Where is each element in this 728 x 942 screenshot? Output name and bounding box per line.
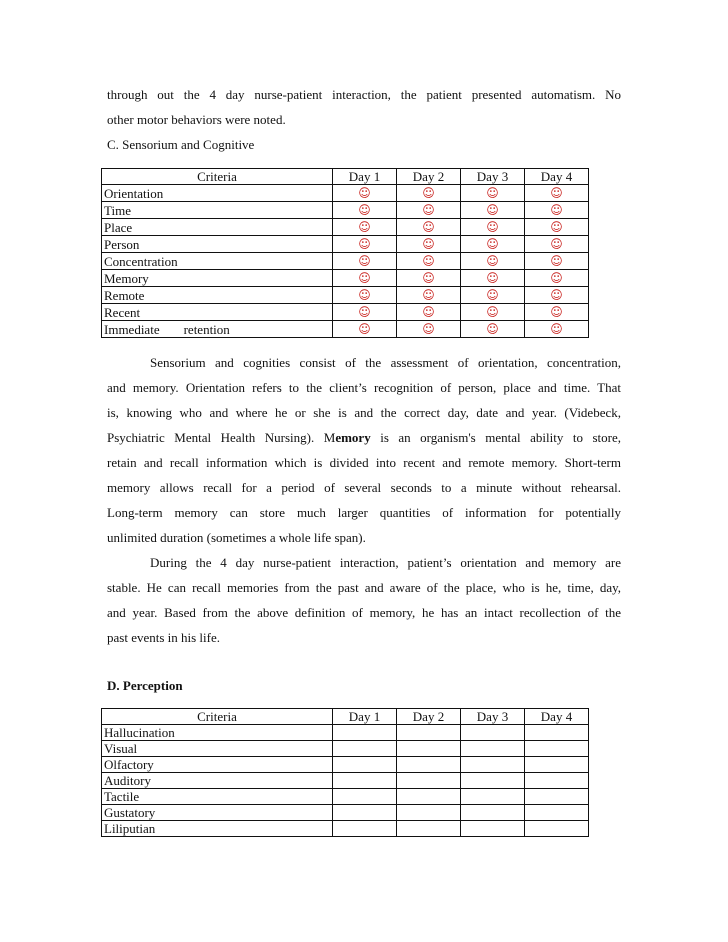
empty-cell (397, 725, 461, 741)
empty-cell (461, 821, 525, 837)
empty-cell (525, 757, 589, 773)
row-label: Visual (102, 741, 333, 757)
smiley-icon: ☺ (358, 220, 371, 234)
empty-cell (461, 789, 525, 805)
paragraph-line (107, 430, 621, 446)
header-day-2: Day 2 (397, 169, 461, 185)
table-row (102, 219, 589, 236)
smiley-icon: ☺ (422, 254, 435, 268)
paragraph-line: During the 4 day nurse-patient interaction, patient’s orientation and memory are (150, 555, 621, 570)
smiley-icon: ☺ (422, 288, 435, 302)
smiley-icon: ☺ (550, 305, 563, 319)
empty-cell (525, 821, 589, 837)
smiley-icon: ☺ (358, 305, 371, 319)
smiley-icon: ☺ (550, 322, 563, 336)
empty-cell (333, 821, 397, 837)
row-label: Orientation (102, 185, 333, 202)
smiley-icon: ☺ (422, 203, 435, 217)
row-label: Place (102, 219, 333, 236)
table-row (102, 202, 589, 219)
table-row (102, 304, 589, 321)
smiley-icon: ☺ (486, 322, 499, 336)
row-label-main: Immediate (104, 321, 160, 337)
empty-cell (525, 773, 589, 789)
table-row (102, 236, 589, 253)
header-criteria: Criteria (102, 709, 333, 725)
paragraph-line: memory allows recall for a period of several seconds to a minute without rehearsal. (107, 480, 621, 495)
table-header-row (102, 709, 589, 725)
header-day-4: Day 4 (525, 169, 589, 185)
table-row (102, 805, 589, 821)
table-row (102, 773, 589, 789)
paragraph-line: retain and recall information which is divided into recent and remote memory. Short-term (107, 455, 621, 470)
empty-cell (461, 725, 525, 741)
smiley-icon: ☺ (422, 271, 435, 285)
text-segment-bold: emory (335, 430, 371, 445)
sensorium-table (101, 168, 589, 338)
smiley-icon: ☺ (358, 322, 371, 336)
table-row (102, 789, 589, 805)
smiley-icon: ☺ (422, 322, 435, 336)
empty-cell (333, 805, 397, 821)
smiley-icon: ☺ (486, 305, 499, 319)
empty-cell (333, 725, 397, 741)
smiley-icon: ☺ (358, 186, 371, 200)
empty-cell (397, 789, 461, 805)
row-label: Remote (102, 287, 333, 304)
table-row (102, 725, 589, 741)
row-label: Person (102, 236, 333, 253)
table-header-row (102, 169, 589, 185)
paragraph-line: and memory. Orientation refers to the client’s recognition of person, place and time. That (107, 380, 621, 395)
smiley-icon: ☺ (550, 203, 563, 217)
section-c-title: C. Sensorium and Cognitive (107, 137, 255, 152)
empty-cell (397, 741, 461, 757)
smiley-icon: ☺ (358, 254, 371, 268)
smiley-icon: ☺ (486, 203, 499, 217)
table-row (102, 321, 589, 338)
row-label: Liliputian (102, 821, 333, 837)
smiley-icon: ☺ (422, 305, 435, 319)
paragraph-line: unlimited duration (sometimes a whole life span). (107, 530, 366, 545)
paragraph-line: other motor behaviors were noted. (107, 112, 286, 127)
empty-cell (461, 757, 525, 773)
smiley-icon: ☺ (486, 237, 499, 251)
empty-cell (397, 805, 461, 821)
empty-cell (461, 773, 525, 789)
table-row (102, 741, 589, 757)
smiley-icon: ☺ (550, 237, 563, 251)
header-day-3: Day 3 (461, 709, 525, 725)
smiley-icon: ☺ (486, 271, 499, 285)
table-row (102, 253, 589, 270)
empty-cell (397, 821, 461, 837)
empty-cell (525, 805, 589, 821)
table-row (102, 270, 589, 287)
paragraph-line: stable. He can recall memories from the past and aware of the place, who is he, time, day, (107, 580, 621, 595)
header-day-1: Day 1 (333, 709, 397, 725)
empty-cell (525, 789, 589, 805)
smiley-icon: ☺ (358, 237, 371, 251)
smiley-icon: ☺ (550, 271, 563, 285)
row-label: Hallucination (102, 725, 333, 741)
paragraph-line: through out the 4 day nurse-patient interaction, the patient presented automatism. No (107, 87, 621, 102)
smiley-icon: ☺ (358, 288, 371, 302)
empty-cell (525, 741, 589, 757)
text-segment: is an organism's mental ability to store, (370, 430, 622, 445)
paragraph-line: and year. Based from the above definition of memory, he has an intact recollection of the (107, 605, 621, 620)
empty-cell (333, 757, 397, 773)
smiley-icon: ☺ (550, 288, 563, 302)
text-segment: Psychiatric Mental Health Nursing). M (107, 430, 336, 445)
smiley-icon: ☺ (358, 271, 371, 285)
empty-cell (397, 773, 461, 789)
smiley-icon: ☺ (550, 254, 563, 268)
paragraph-line: Sensorium and cognities consist of the assessment of orientation, concentration, (150, 355, 621, 370)
empty-cell (397, 757, 461, 773)
row-label (102, 321, 333, 338)
empty-cell (333, 741, 397, 757)
smiley-icon: ☺ (550, 220, 563, 234)
row-label: Olfactory (102, 757, 333, 773)
row-label: Time (102, 202, 333, 219)
row-label: Concentration (102, 253, 333, 270)
empty-cell (333, 789, 397, 805)
smiley-icon: ☺ (422, 186, 435, 200)
row-label: Tactile (102, 789, 333, 805)
empty-cell (461, 741, 525, 757)
smiley-icon: ☺ (486, 220, 499, 234)
smiley-icon: ☺ (422, 237, 435, 251)
table-row (102, 821, 589, 837)
header-criteria: Criteria (102, 169, 333, 185)
paragraph-line: Long-term memory can store much larger quantities of information for potentially (107, 505, 621, 520)
perception-table (101, 708, 589, 837)
section-d-title: D. Perception (107, 678, 183, 693)
paragraph-line: past events in his life. (107, 630, 221, 645)
table-row (102, 185, 589, 202)
header-day-4: Day 4 (525, 709, 589, 725)
row-label: Memory (102, 270, 333, 287)
row-label: Gustatory (102, 805, 333, 821)
paragraph-line: is, knowing who and where he or she is and the correct day, date and year. (Videbeck, (107, 405, 621, 420)
table-row (102, 757, 589, 773)
smiley-icon: ☺ (486, 254, 499, 268)
table-row (102, 287, 589, 304)
header-day-3: Day 3 (461, 169, 525, 185)
empty-cell (333, 773, 397, 789)
header-day-2: Day 2 (397, 709, 461, 725)
row-label: Auditory (102, 773, 333, 789)
row-label: Recent (102, 304, 333, 321)
empty-cell (525, 725, 589, 741)
smiley-icon: ☺ (358, 203, 371, 217)
header-day-1: Day 1 (333, 169, 397, 185)
smiley-icon: ☺ (550, 186, 563, 200)
smiley-icon: ☺ (422, 220, 435, 234)
smiley-icon: ☺ (486, 186, 499, 200)
row-label-suffix: retention (183, 321, 230, 337)
smiley-icon: ☺ (486, 288, 499, 302)
empty-cell (461, 805, 525, 821)
